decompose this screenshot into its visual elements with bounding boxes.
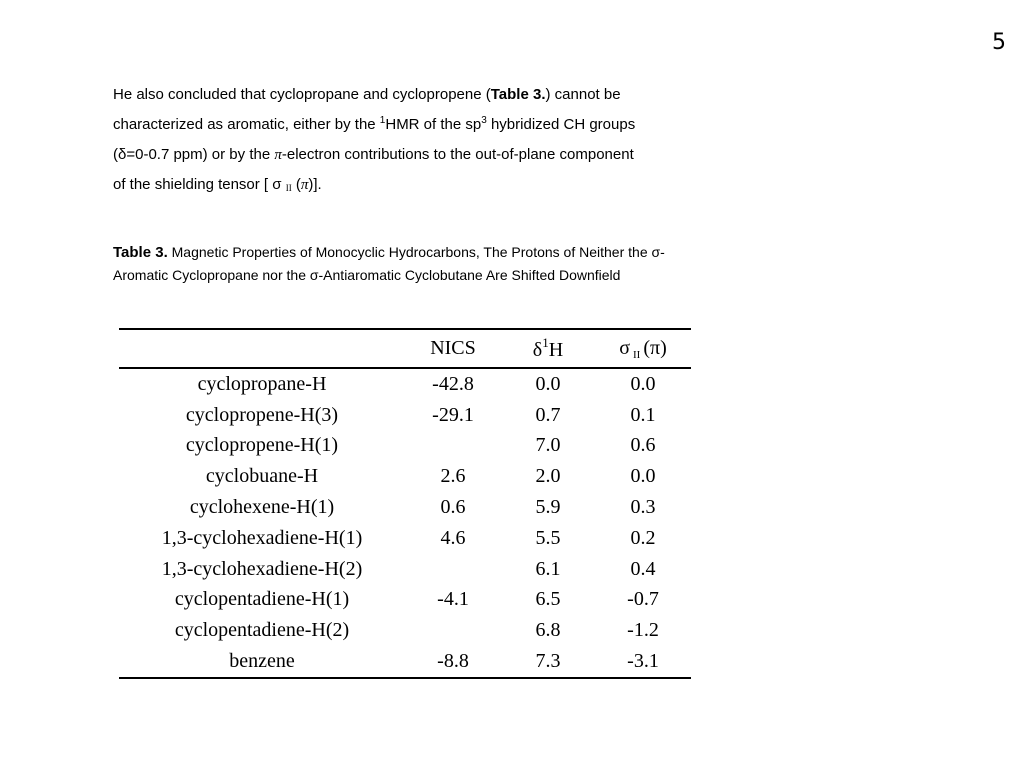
paragraph-line-2	[113, 110, 753, 140]
paragraph-text: He also concluded that cyclopropane and cyclopropene (	[113, 86, 491, 103]
header-row	[119, 329, 691, 368]
superscript: 3	[481, 115, 487, 126]
delta-cell: 2.0	[535, 465, 561, 488]
sigma-cell: -1.2	[627, 619, 659, 642]
paragraph-text: of the shielding tensor [ σ	[113, 176, 286, 193]
header-delta-1h	[501, 329, 595, 368]
header-compound	[119, 329, 405, 368]
page-number: 5	[992, 30, 1006, 55]
table-body	[119, 368, 691, 678]
caption-line-2: Aromatic Cyclopropane nor the σ-Antiaromatic Cyclobutane Are Shifted Downfield	[113, 267, 621, 283]
paragraph-line-3	[113, 140, 753, 170]
header-nics: NICS	[430, 337, 476, 359]
compound-cell: cyclopropane-H	[197, 372, 327, 395]
superscript: 1	[542, 335, 549, 350]
sigma-cell: 0.3	[630, 496, 656, 519]
header-text: H	[548, 339, 564, 361]
nics-cell: 4.6	[440, 526, 466, 549]
paragraph-text: )].	[308, 176, 322, 193]
nics-cell	[405, 615, 501, 646]
table-caption	[113, 241, 753, 286]
table-row	[119, 615, 691, 646]
header-sigma-pi	[595, 329, 691, 368]
caption-text: Magnetic Properties of Monocyclic Hydrocarbons, The Protons of Neither the σ-	[167, 244, 665, 260]
delta-cell: 7.3	[535, 650, 561, 673]
compound-cell: cyclopropene-H(1)	[185, 434, 339, 457]
delta-cell: 0.0	[535, 372, 561, 395]
table-row	[119, 368, 691, 400]
delta-cell: 5.5	[535, 526, 561, 549]
magnetic-properties-table	[119, 328, 691, 679]
nics-cell: -8.8	[437, 650, 469, 673]
paragraph-text: (	[291, 176, 301, 193]
nics-cell	[405, 554, 501, 585]
nics-cell: 0.6	[440, 496, 466, 519]
pi-symbol: π	[274, 147, 282, 163]
table-row	[119, 585, 691, 616]
compound-cell: cyclopentadiene-H(1)	[174, 588, 350, 611]
table-row	[119, 461, 691, 492]
table-reference: Table 3.	[490, 86, 546, 103]
header-text: σ	[619, 336, 631, 359]
nics-cell: -29.1	[432, 403, 474, 426]
nics-cell	[405, 431, 501, 462]
pi-symbol: π	[300, 177, 309, 193]
delta-cell: 6.5	[535, 588, 561, 611]
sigma-cell: 0.6	[630, 434, 656, 457]
paragraph-text: characterized as aromatic, either by the	[113, 116, 380, 133]
nics-cell: 2.6	[440, 465, 466, 488]
paragraph-text: ) cannot be	[545, 86, 621, 103]
table-header	[119, 329, 691, 368]
delta-cell: 7.0	[535, 434, 561, 457]
paragraph-text: (δ=0-0.7 ppm) or by the	[113, 146, 275, 163]
table-row	[119, 400, 691, 431]
sigma-cell: 0.4	[630, 557, 656, 580]
sigma-cell: 0.0	[630, 372, 656, 395]
table-row	[119, 431, 691, 462]
delta-cell: 5.9	[535, 496, 561, 519]
table-row	[119, 523, 691, 554]
compound-cell: 1,3-cyclohexadiene-H(1)	[161, 526, 363, 549]
paragraph-line-1	[113, 80, 753, 110]
nics-cell: -42.8	[432, 372, 474, 395]
body-paragraph	[113, 80, 753, 203]
compound-cell: cyclopentadiene-H(2)	[174, 619, 350, 642]
paragraph-text: hybridized CH groups	[486, 116, 636, 133]
header-text: (π)	[643, 336, 667, 359]
caption-label: Table 3.	[113, 244, 168, 261]
sigma-cell: 0.2	[630, 526, 656, 549]
nics-cell: -4.1	[437, 588, 469, 611]
sigma-cell: 0.0	[630, 465, 656, 488]
superscript: 1	[379, 115, 386, 126]
paragraph-text: -electron contributions to the out-of-plane component	[281, 146, 634, 163]
compound-cell: cyclopropene-H(3)	[185, 403, 339, 426]
table-row	[119, 492, 691, 523]
table-row	[119, 554, 691, 585]
table-row	[119, 646, 691, 678]
sigma-cell: -0.7	[627, 588, 659, 611]
caption-line-1	[113, 241, 753, 264]
sigma-cell: 0.1	[630, 403, 656, 426]
compound-cell: benzene	[229, 650, 295, 673]
delta-cell: 6.1	[535, 557, 561, 580]
compound-cell: cyclobuane-H	[205, 465, 319, 488]
compound-cell: cyclohexene-H(1)	[189, 496, 335, 519]
header-text: δ	[532, 339, 543, 361]
subscript: II	[633, 348, 641, 361]
subscript: II	[285, 183, 292, 193]
paragraph-text: HMR of the sp	[385, 116, 482, 133]
delta-cell: 0.7	[535, 403, 561, 426]
delta-cell: 6.8	[535, 619, 561, 642]
compound-cell: 1,3-cyclohexadiene-H(2)	[161, 557, 363, 580]
paragraph-line-4	[113, 170, 753, 203]
sigma-cell: -3.1	[627, 650, 659, 673]
